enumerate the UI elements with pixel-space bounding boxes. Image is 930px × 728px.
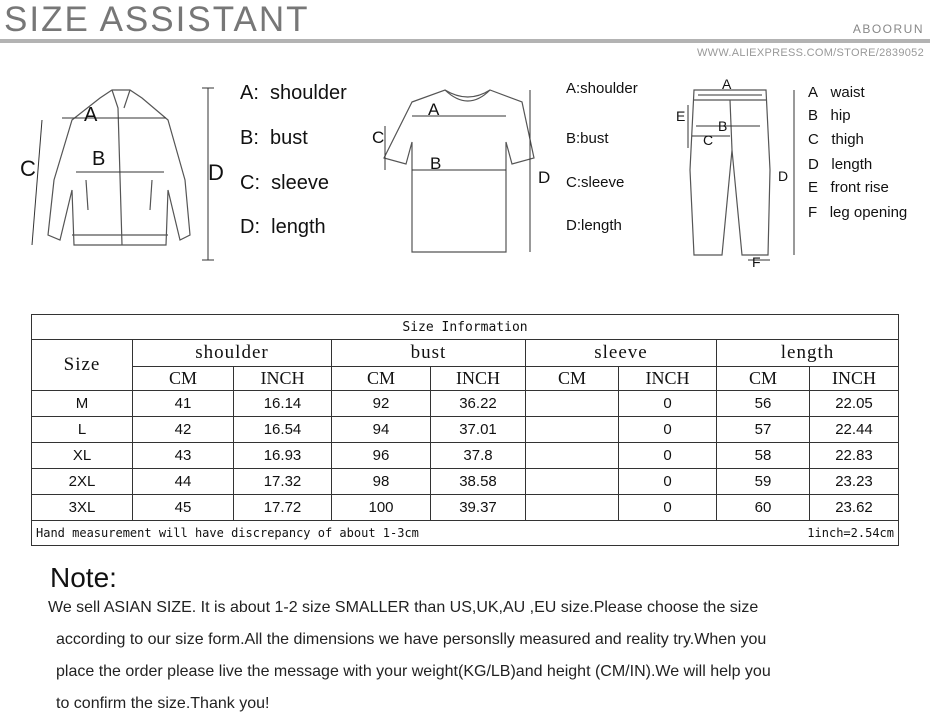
value-cell: 0 bbox=[619, 391, 717, 417]
value-cell bbox=[526, 443, 619, 469]
pants-legend-item bbox=[808, 179, 889, 196]
value-cell bbox=[526, 391, 619, 417]
value-cell: 37.8 bbox=[431, 443, 526, 469]
legend-key: C bbox=[808, 131, 819, 148]
value-cell bbox=[526, 495, 619, 521]
legend-label: length bbox=[271, 216, 326, 238]
value-cell bbox=[526, 469, 619, 495]
legend-label: sleeve bbox=[271, 172, 329, 194]
value-cell bbox=[526, 417, 619, 443]
note-line: according to our size form.All the dimensions we have personslly measured and reality try.When you bbox=[56, 631, 767, 648]
jacket-measure-lines bbox=[32, 88, 214, 260]
legend-label: hip bbox=[830, 107, 851, 124]
note-line: We sell ASIAN SIZE. It is about 1-2 size SMALLER than US,UK,AU ,EU size.Please choose the size bbox=[48, 599, 759, 616]
pants-legend-item bbox=[808, 156, 872, 173]
unit-header: CM bbox=[526, 367, 619, 391]
size-column-header: Size bbox=[32, 340, 133, 391]
jacket-letter-a: A bbox=[84, 104, 98, 126]
legend-key: F bbox=[808, 204, 818, 221]
unit-header: CM bbox=[717, 367, 810, 391]
value-cell: 22.44 bbox=[810, 417, 899, 443]
legend-key: D bbox=[566, 217, 577, 234]
unit-header: INCH bbox=[431, 367, 526, 391]
table-caption: Size Information bbox=[32, 315, 899, 340]
value-cell: 45 bbox=[133, 495, 234, 521]
garment-drawings bbox=[0, 60, 930, 280]
jacket-letter-b: B bbox=[92, 148, 106, 170]
table-row bbox=[32, 443, 899, 469]
unit-header: CM bbox=[332, 367, 431, 391]
legend-key: C: bbox=[240, 172, 260, 194]
size-cell: 3XL bbox=[32, 495, 133, 521]
jacket-letter-c: C bbox=[20, 156, 36, 181]
legend-key: A bbox=[566, 80, 577, 97]
value-cell: 57 bbox=[717, 417, 810, 443]
jacket-legend-item bbox=[240, 172, 329, 195]
footer-note: Hand measurement will have discrepancy of about 1-3cm bbox=[32, 521, 717, 546]
legend-label: bust bbox=[270, 127, 308, 149]
unit-header: INCH bbox=[619, 367, 717, 391]
tshirt-letter-a: A bbox=[428, 100, 440, 119]
footer-conversion: 1inch=2.54cm bbox=[717, 521, 899, 546]
measurement-illustrations bbox=[0, 60, 930, 280]
value-cell: 0 bbox=[619, 495, 717, 521]
table-row bbox=[32, 391, 899, 417]
header-divider bbox=[0, 39, 930, 43]
pants-legend-item bbox=[808, 107, 851, 124]
legend-key: B bbox=[808, 107, 819, 124]
page-title: SIZE ASSISTANT bbox=[4, 0, 310, 39]
legend-key: D bbox=[808, 156, 819, 173]
tshirt-icon bbox=[384, 90, 534, 252]
value-cell: 17.32 bbox=[234, 469, 332, 495]
pants-legend-item bbox=[808, 84, 865, 101]
note-line: place the order please live the message with your weight(KG/LB)and height (CM/IN).We will help you bbox=[56, 663, 771, 680]
jacket-icon bbox=[48, 90, 190, 245]
size-cell: 2XL bbox=[32, 469, 133, 495]
value-cell: 60 bbox=[717, 495, 810, 521]
brand-name: ABOORUN bbox=[852, 22, 924, 36]
value-cell: 37.01 bbox=[431, 417, 526, 443]
tshirt-letter-c: C bbox=[372, 128, 385, 147]
value-cell: 23.62 bbox=[810, 495, 899, 521]
unit-header: INCH bbox=[810, 367, 899, 391]
legend-label: shoulder bbox=[270, 82, 347, 104]
note-body bbox=[48, 592, 918, 720]
legend-label: waist bbox=[830, 84, 865, 101]
value-cell: 16.93 bbox=[234, 443, 332, 469]
legend-label: thigh bbox=[831, 131, 864, 148]
legend-label: leg opening bbox=[829, 204, 908, 221]
unit-header: CM bbox=[133, 367, 234, 391]
group-header-sleeve: sleeve bbox=[526, 340, 717, 367]
value-cell: 36.22 bbox=[431, 391, 526, 417]
tshirt-letter-b: B bbox=[430, 154, 442, 173]
value-cell: 22.83 bbox=[810, 443, 899, 469]
note-line: to confirm the size.Thank you! bbox=[56, 695, 270, 712]
legend-label: front rise bbox=[830, 179, 889, 196]
size-cell: M bbox=[32, 391, 133, 417]
value-cell: 98 bbox=[332, 469, 431, 495]
tshirt-measure-lines bbox=[385, 90, 530, 252]
table-row bbox=[32, 417, 899, 443]
tshirt-legend-item bbox=[566, 130, 609, 147]
tshirt-legend-item bbox=[566, 217, 622, 234]
value-cell: 56 bbox=[717, 391, 810, 417]
value-cell: 0 bbox=[619, 417, 717, 443]
value-cell: 16.54 bbox=[234, 417, 332, 443]
group-header-shoulder: shoulder bbox=[133, 340, 332, 367]
unit-header: INCH bbox=[234, 367, 332, 391]
table-footer bbox=[32, 521, 899, 546]
value-cell: 22.05 bbox=[810, 391, 899, 417]
table-row bbox=[32, 469, 899, 495]
value-cell: 23.23 bbox=[810, 469, 899, 495]
group-header-bust: bust bbox=[332, 340, 526, 367]
pants-letter-c: C bbox=[703, 132, 714, 148]
legend-key: D: bbox=[240, 216, 260, 238]
store-url: WWW.ALIEXPRESS.COM/STORE/2839052 bbox=[696, 47, 924, 59]
legend-key: A bbox=[808, 84, 819, 101]
legend-label: :shoulder bbox=[576, 80, 638, 97]
value-cell: 16.14 bbox=[234, 391, 332, 417]
legend-key: B bbox=[566, 130, 577, 147]
pants-letter-f: F bbox=[752, 254, 761, 270]
pants-legend-item bbox=[808, 131, 864, 148]
legend-key: E bbox=[808, 179, 819, 196]
legend-label: length bbox=[831, 156, 873, 173]
group-header-length: length bbox=[717, 340, 899, 367]
tshirt-legend-item bbox=[566, 174, 624, 191]
table-row bbox=[32, 495, 899, 521]
pants-letter-d: D bbox=[778, 168, 789, 184]
legend-label: :bust bbox=[576, 130, 609, 147]
size-table bbox=[31, 314, 899, 546]
pants-letter-a: A bbox=[722, 76, 732, 92]
pants-letter-e: E bbox=[676, 108, 686, 124]
value-cell: 0 bbox=[619, 469, 717, 495]
note-title: Note: bbox=[50, 562, 117, 593]
pants-legend-item bbox=[808, 204, 907, 221]
legend-label: :length bbox=[576, 217, 622, 234]
jacket-legend-item bbox=[240, 82, 347, 105]
value-cell: 59 bbox=[717, 469, 810, 495]
value-cell: 38.58 bbox=[431, 469, 526, 495]
value-cell: 43 bbox=[133, 443, 234, 469]
value-cell: 94 bbox=[332, 417, 431, 443]
value-cell: 92 bbox=[332, 391, 431, 417]
value-cell: 96 bbox=[332, 443, 431, 469]
legend-label: :sleeve bbox=[576, 174, 625, 191]
value-cell: 58 bbox=[717, 443, 810, 469]
legend-key: A: bbox=[240, 82, 259, 104]
tshirt-legend-item bbox=[566, 80, 638, 97]
size-cell: L bbox=[32, 417, 133, 443]
value-cell: 41 bbox=[133, 391, 234, 417]
value-cell: 42 bbox=[133, 417, 234, 443]
legend-key: B: bbox=[240, 127, 259, 149]
value-cell: 17.72 bbox=[234, 495, 332, 521]
tshirt-letter-d: D bbox=[538, 168, 551, 187]
pants-icon bbox=[690, 90, 770, 255]
legend-key: C bbox=[566, 174, 577, 191]
jacket-letter-d: D bbox=[208, 160, 224, 185]
value-cell: 44 bbox=[133, 469, 234, 495]
pants-letter-b: B bbox=[718, 118, 728, 134]
value-cell: 0 bbox=[619, 443, 717, 469]
value-cell: 39.37 bbox=[431, 495, 526, 521]
jacket-legend-item bbox=[240, 127, 308, 150]
value-cell: 100 bbox=[332, 495, 431, 521]
size-cell: XL bbox=[32, 443, 133, 469]
jacket-legend-item bbox=[240, 216, 326, 239]
